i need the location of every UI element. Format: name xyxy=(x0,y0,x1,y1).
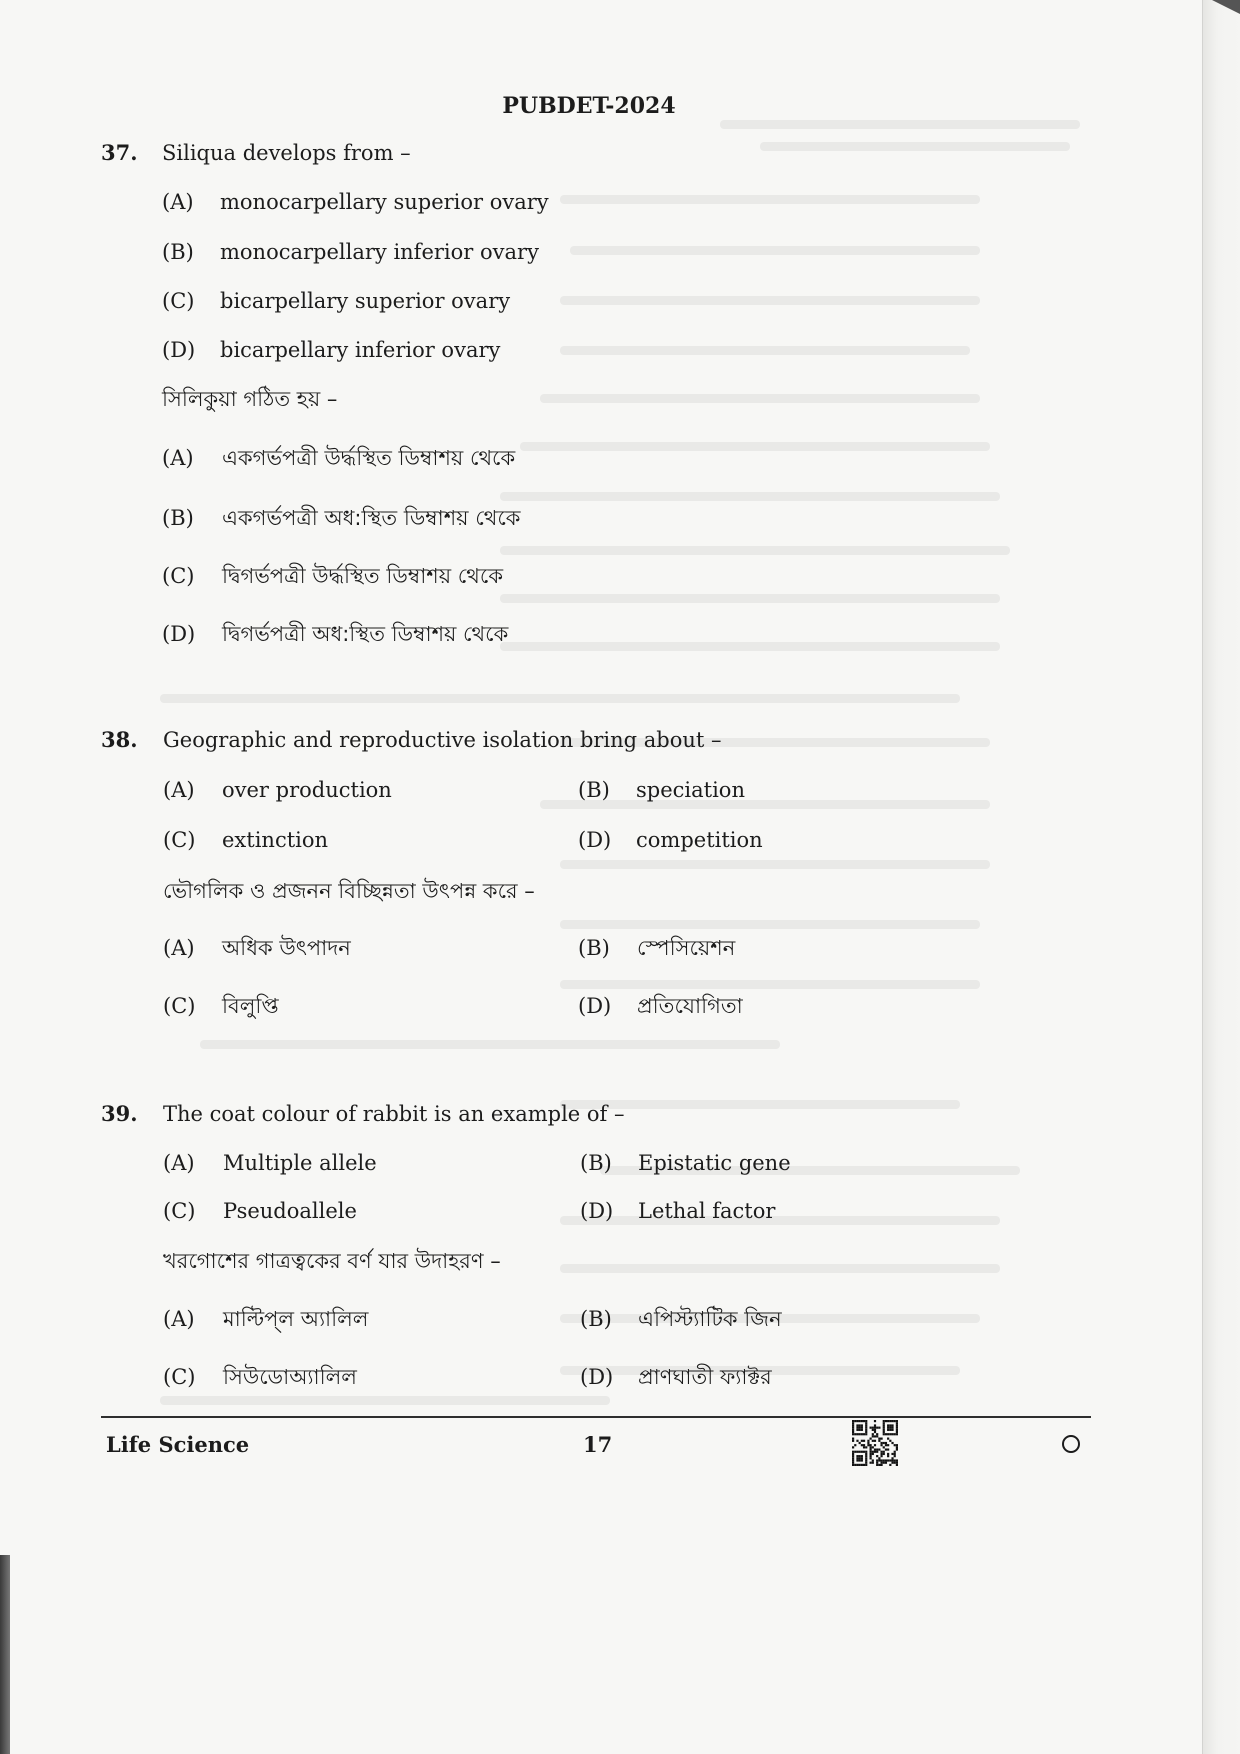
bleed-through-line xyxy=(560,860,990,869)
option-text-bn: স্পেসিয়েশন xyxy=(637,936,736,960)
option-text-en: competition xyxy=(636,828,763,852)
option-label: (A) xyxy=(162,446,194,470)
option-text-bn: বিলুপ্তি xyxy=(222,994,279,1018)
exam-header-title: PUBDET-2024 xyxy=(502,93,676,119)
option-label: (D) xyxy=(578,994,612,1018)
circle-mark xyxy=(1062,1435,1080,1453)
option-label: (B) xyxy=(580,1307,612,1331)
qr-code xyxy=(852,1420,898,1466)
option-label: (A) xyxy=(163,1307,195,1331)
option-label: (D) xyxy=(580,1199,614,1223)
option-text-en: Pseudoallele xyxy=(223,1199,357,1223)
question-stem-bn: ভৌগলিক ও প্রজনন বিচ্ছিন্নতা উৎপন্ন করে – xyxy=(163,879,535,903)
option-label: (C) xyxy=(163,994,196,1018)
option-label: (B) xyxy=(578,778,610,802)
option-text-en: speciation xyxy=(636,778,745,802)
option-label: (A) xyxy=(163,778,195,802)
option-text-en: Lethal factor xyxy=(638,1199,776,1223)
option-text-bn: এপিস্ট্যাটিক জিন xyxy=(638,1307,782,1331)
bleed-through-line xyxy=(500,594,1000,603)
option-text-bn: অধিক উৎপাদন xyxy=(222,936,351,960)
bleed-through-line xyxy=(560,346,970,355)
option-label: (C) xyxy=(162,289,195,313)
bleed-through-line xyxy=(560,195,980,204)
bleed-through-line xyxy=(500,642,1000,651)
option-label: (D) xyxy=(578,828,612,852)
option-text-en: Multiple allele xyxy=(223,1151,377,1175)
option-label: (C) xyxy=(163,1199,196,1223)
option-text-bn: মাল্টিপ্‌ল অ্যালিল xyxy=(223,1307,369,1331)
page-number: 17 xyxy=(583,1432,613,1457)
bleed-through-line xyxy=(760,142,1070,151)
question-number: 38. xyxy=(101,727,138,752)
bleed-through-line xyxy=(560,1264,1000,1273)
option-text-en: over production xyxy=(222,778,392,802)
question-stem-bn: সিলিকুয়া গঠিত হয় – xyxy=(162,387,338,411)
option-label: (C) xyxy=(163,828,196,852)
bleed-through-line xyxy=(160,694,960,703)
question-number: 39. xyxy=(101,1101,138,1126)
option-label: (D) xyxy=(580,1365,614,1389)
option-text-en: monocarpellary superior ovary xyxy=(220,190,549,214)
question-number: 37. xyxy=(101,140,138,165)
bleed-through-line xyxy=(560,980,980,989)
question-stem-bn: খরগোশের গাত্রত্বকের বর্ণ যার উদাহরণ – xyxy=(163,1249,501,1273)
option-label: (B) xyxy=(162,240,194,264)
question-stem-en: Siliqua develops from – xyxy=(162,141,411,165)
page-edge-left xyxy=(0,1555,10,1754)
option-text-bn: দ্বিগর্ভপত্রী উর্দ্ধস্থিত ডিম্বাশয় থেকে xyxy=(222,564,504,588)
option-label: (D) xyxy=(162,622,196,646)
bleed-through-line xyxy=(540,394,980,403)
bleed-through-line xyxy=(520,442,990,451)
option-label: (A) xyxy=(162,190,194,214)
option-text-en: extinction xyxy=(222,828,329,852)
option-text-bn: দ্বিগর্ভপত্রী অধ:স্থিত ডিম্বাশয় থেকে xyxy=(222,622,509,646)
option-text-en: monocarpellary inferior ovary xyxy=(220,240,539,264)
footer-subject: Life Science xyxy=(106,1432,250,1457)
bleed-through-line xyxy=(160,1396,610,1405)
option-text-en: Epistatic gene xyxy=(638,1151,791,1175)
bleed-through-line xyxy=(500,546,1010,555)
bleed-through-line xyxy=(560,920,980,929)
question-stem-en: Geographic and reproductive isolation bring about – xyxy=(163,728,722,752)
option-label: (B) xyxy=(580,1151,612,1175)
bleed-through-line xyxy=(500,492,1000,501)
option-text-bn: প্রাণঘাতী ফ্যাক্টর xyxy=(638,1365,772,1389)
option-label: (C) xyxy=(163,1365,196,1389)
option-text-bn: একগর্ভপত্রী উর্দ্ধস্থিত ডিম্বাশয় থেকে xyxy=(222,446,516,470)
option-label: (A) xyxy=(163,936,195,960)
bleed-through-line xyxy=(200,1040,780,1049)
page-corner-shadow xyxy=(1212,0,1240,14)
option-text-bn: একগর্ভপত্রী অধ:স্থিত ডিম্বাশয় থেকে xyxy=(222,506,521,530)
option-label: (B) xyxy=(162,506,194,530)
bleed-through-line xyxy=(570,246,980,255)
bleed-through-line xyxy=(560,1216,1000,1225)
option-text-bn: সিউডোঅ্যালিল xyxy=(223,1365,357,1389)
question-stem-en: The coat colour of rabbit is an example of – xyxy=(163,1102,625,1126)
option-text-en: bicarpellary superior ovary xyxy=(220,289,511,313)
option-label: (C) xyxy=(162,564,195,588)
bleed-through-line xyxy=(720,120,1080,129)
option-text-bn: প্রতিযোগিতা xyxy=(637,994,743,1018)
option-label: (A) xyxy=(163,1151,195,1175)
bleed-through-line xyxy=(560,296,980,305)
footer-divider xyxy=(101,1416,1091,1418)
page-edge-right xyxy=(1202,0,1240,1754)
option-label: (D) xyxy=(162,338,196,362)
option-text-en: bicarpellary inferior ovary xyxy=(220,338,501,362)
option-label: (B) xyxy=(578,936,610,960)
